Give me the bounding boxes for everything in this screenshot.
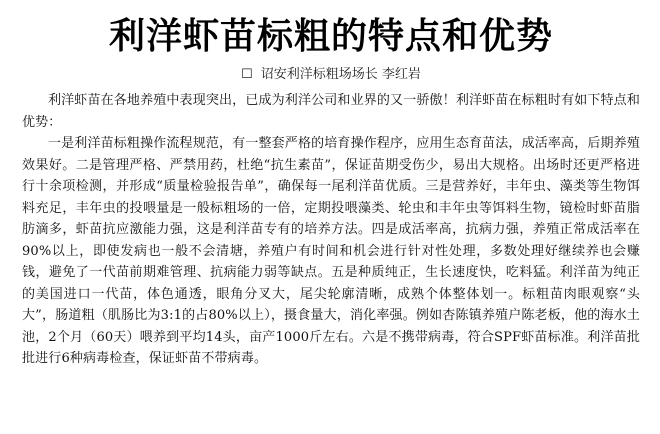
paragraph-intro: 利洋虾苗在各地养殖中表现突出，已成为利洋公司和业界的又一骄傲！利洋虾苗在标粗时有如下特点和优势： [22, 93, 640, 130]
byline-square-icon: ☐ [241, 67, 253, 82]
paragraph-main: 一是利洋苗标粗操作流程规范，有一整套严格的培育操作程序，应用生态育苗法，成活率高，后期养殖效果好。二是管理严格、严禁用药，杜绝“抗生素苗”，保证苗期受伤少，易出大规格。出场时还更严格进行十余项检测，并形成“质量检验报告单”，确保每一尾利洋苗优质。三是营养好，丰年虫、藻类等生物饵料充足，丰年虫的投喂量是一般标粗场的一倍，定期投喂藻类、轮虫和丰年虫等饵料生物，镜检时虾苗脂肪滴多，虾苗抗应激能力强，这是利洋苗专有的培养方法。四是成活率高，抗病力强，养殖正常成活率在90%以上，即使发病也一般不会清塘，养殖户有时间和机会进行针对性处理，多数处理好继续养也会赚钱，避免了一代苗前期难管理、抗病能力弱等缺点。五是种质纯正，生长速度快，吃料猛。利洋苗为纯正的美国进口一代苗，体色通透，眼角分叉大，尾尖轮廓清晰，成熟个体整体划一。标粗苗肉眼观察“头大”，肠道粗（肌肠比为3:1的占80%以上），摄食量大，消化率强。例如杏陈镇养殖户陈老板，他的海水土池，2个月（60天）喂养到平均14头，亩产1000斤左右。六是不携带病毒，符合SPF虾苗标准。利洋苗批批进行6种病毒检查，保证虾苗不带病毒。 [22, 136, 640, 366]
article-byline [22, 64, 640, 86]
article-title: 利洋虾苗标粗的特点和优势 [108, 16, 553, 57]
article-body [22, 90, 640, 370]
author-line: 诏安利洋标粗场场长 李红岩 [260, 67, 421, 82]
